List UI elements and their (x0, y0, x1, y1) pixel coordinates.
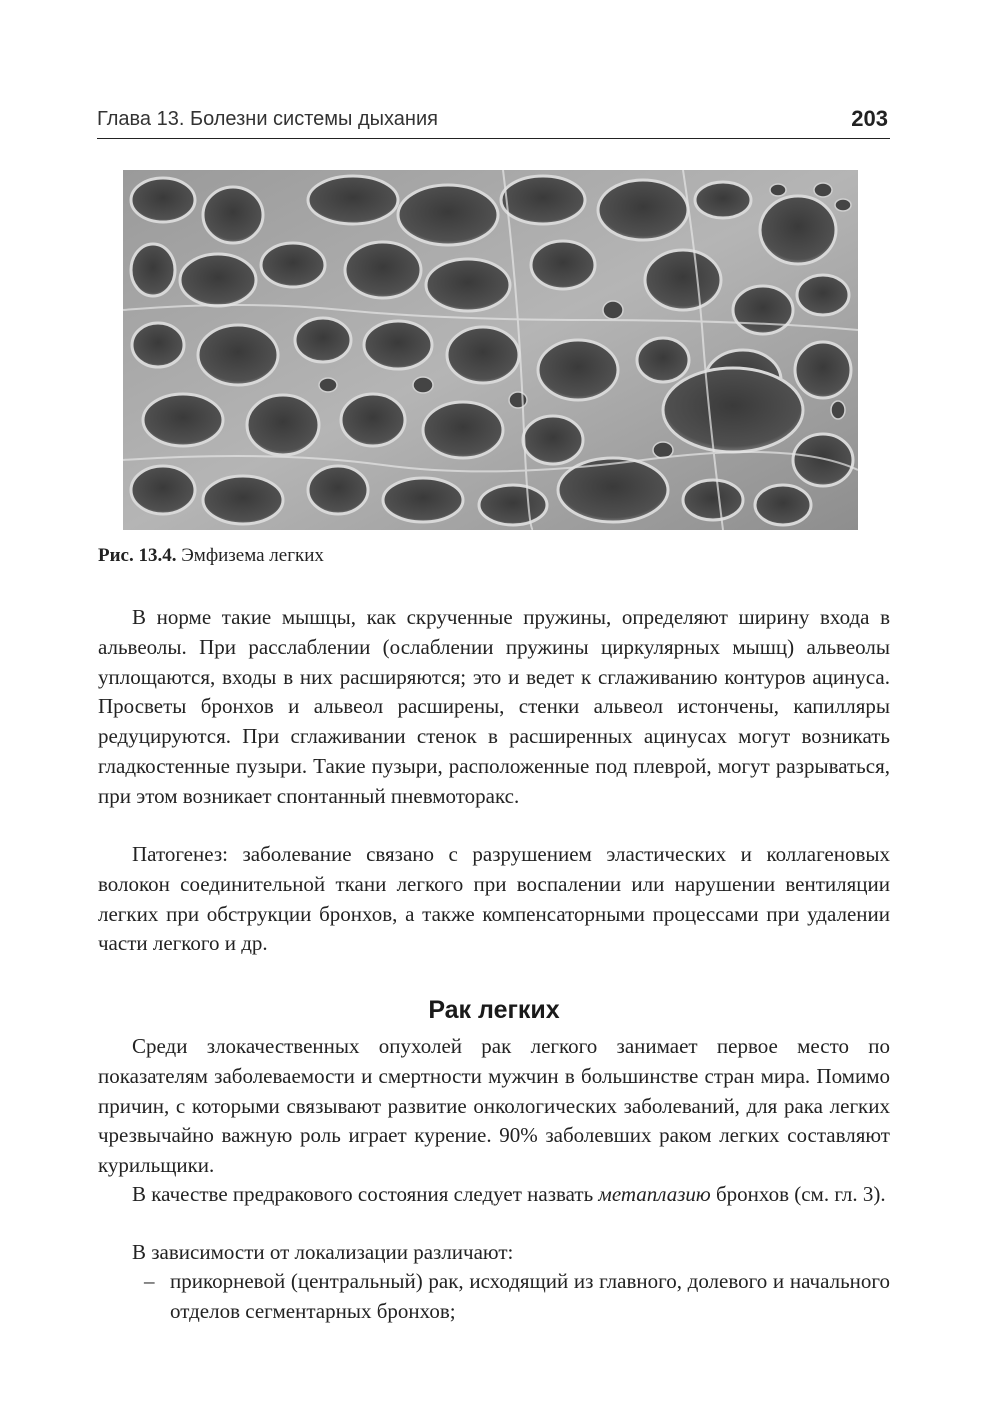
paragraph-precancer (98, 1180, 890, 1210)
running-title: Глава 13. Болезни системы дыхания (97, 108, 438, 130)
localization-list (98, 1267, 890, 1327)
page-header (97, 106, 890, 139)
list-marker: – (144, 1269, 155, 1293)
precancer-text-start: В качестве предракового состояния следует назвать (132, 1182, 599, 1206)
precancer-text-end: бронхов (см. гл. 3). (710, 1182, 886, 1206)
section-heading: Рак легких (428, 996, 560, 1024)
paragraph-localization: В зависимости от локализации различают: (132, 1240, 514, 1264)
page-number: 203 (851, 106, 888, 131)
paragraph-pathogenesis: Патогенез: заболевание связано с разрушением эластических и коллагеновых волокон соединительной ткани легкого при воспалении или нарушении вентиляции легких при обструкции бронхов, а также компенсаторными процессами при удалении части легкого и др. (98, 842, 890, 956)
emphysema-micrograph (123, 170, 858, 530)
list-item-text: прикорневой (центральный) рак, исходящий из главного, долевого и начального отделов сегментарных бронхов; (170, 1269, 890, 1323)
metaplasia-term: метаплазию (598, 1182, 711, 1206)
list-item (98, 1267, 890, 1327)
figure-caption-text: Эмфизема легких (176, 545, 324, 566)
figure-caption (98, 545, 324, 567)
figure-label: Рис. 13.4. (98, 545, 177, 566)
paragraph-lung-cancer-intro: Среди злокачественных опухолей рак легкого занимает первое место по показателям заболеваемости и смертности мужчин в большинстве стран мира. Помимо причин, с которыми связывают развитие онкологических заболеваний, для рака легких чрезвычайно важную роль играет курение. 90% заболевших раком легких составляют курильщики. (98, 1034, 890, 1178)
paragraph-norm: В норме такие мышцы, как скрученные пружины, определяют ширину входа в альвеолы. При расслаблении (ослаблении пружины циркулярных мышц) альвеолы уплощаются, входы в них расширяются; это и ведет к сглаживанию контуров ацинуса. Просветы бронхов и альвеол расширены, стенки альвеол истончены, капилляры редуцируются. При сглаживании стенок в расширенных ацинусах могут возникать гладкостенные пузыри. Такие пузыри, расположенные под плеврой, могут разрываться, при этом возникает спонтанный пневмоторакс. (98, 605, 890, 808)
